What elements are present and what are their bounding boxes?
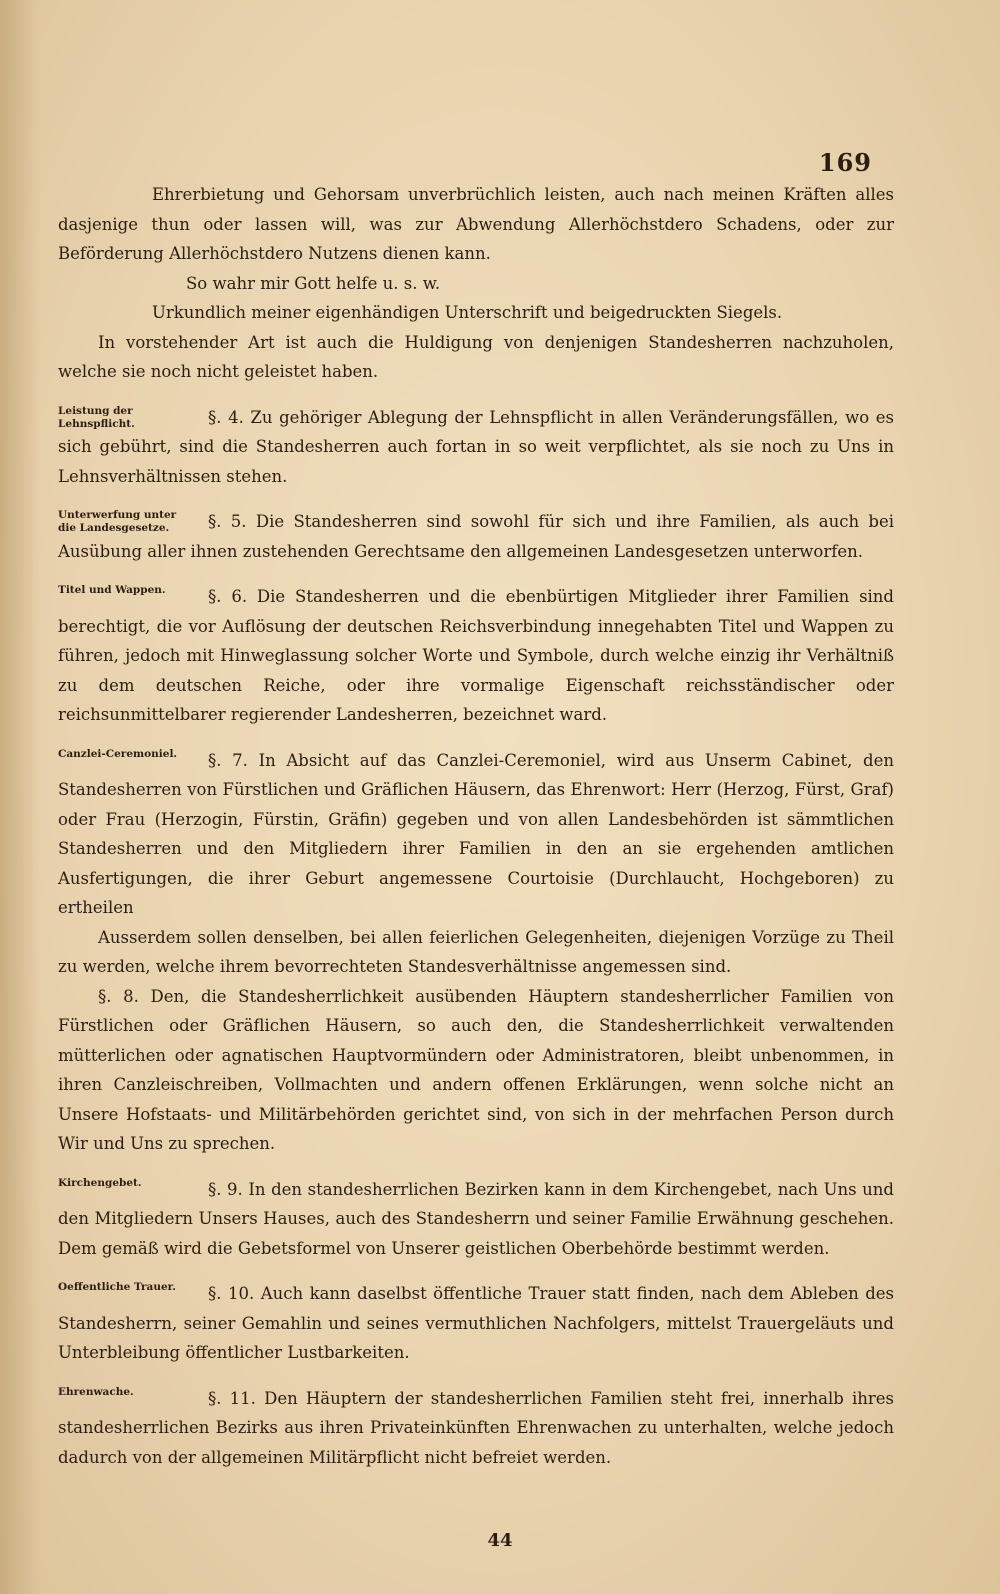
- margin-note-section-4: Leistung der Lehnspflicht.: [58, 404, 135, 430]
- page-body: [58, 180, 894, 1472]
- section-10-text: §. 10. Auch kann daselbst öffentliche Trauer statt finden, nach dem Ableben des Standesherrn, seiner Gemahlin und seines vermuthlichen Nachfolgers, mittelst Trauergeläuts und Unterbleibung öffentlicher Lustbarkeiten.: [58, 1284, 894, 1362]
- section-7-text: §. 7. In Absicht auf das Canzlei-Ceremoniel, wird aus Unserm Cabinet, den Standesherren von Fürstlichen und Gräflichen Häusern, das Ehrenwort: Herr (Herzog, Fürst, Graf) oder Frau (Herzogin, Fürstin, Gräfin) gegeben und von allen Landesbehörden ist sämmtlichen Standesherren und den Mitgliedern ihrer Familien in den an sie ergehenden amtlichen Ausfertigungen, die ihrer Geburt angemessene Courtoisie (Durchlaucht, Hochgeboren) zu ertheilen: [58, 750, 894, 917]
- section-4-text: §. 4. Zu gehöriger Ablegung der Lehnspflicht in allen Veränderungsfällen, wo es sich gebührt, sind die Standesherren auch fortan in so weit verpflichtet, als sie noch zu Uns in Lehnsverhältnissen stehen.: [58, 407, 894, 486]
- margin-note-section-9: Kirchengebet.: [58, 1176, 142, 1189]
- section-10: [58, 1279, 894, 1368]
- section-7-continuation: Ausserdem sollen denselben, bei allen feierlichen Gelegenheiten, diejenigen Vorzüge zu Theil zu werden, welche ihrem bevorrechteten Standesverhältnisse angemessen sind.: [58, 927, 894, 976]
- section-8-text: §. 8. Den, die Standesherrlichkeit ausübenden Häuptern standesherrlicher Familien von Fürstlichen oder Gräflichen Häusern, so auch den, die Standesherrlichkeit verwaltenden mütterlichen oder agnatischen Hauptvormündern oder Administratoren, bleibt unbenommen, in ihren Canzleischreiben, Vollmachten und andern offenen Erklärungen, wenn solche nicht an Unsere Hofstaats- und Militärbehörden gerichtet sind, von sich in der mehrfachen Person durch Wir und Uns zu sprechen.: [58, 986, 894, 1153]
- section-4: [58, 403, 894, 492]
- margin-note-section-11: Ehrenwache.: [58, 1385, 134, 1398]
- page-spine-shadow: [0, 0, 40, 1594]
- signature-mark: 44: [487, 1530, 513, 1551]
- oath-closing: So wahr mir Gott helfe u. s. w.: [186, 273, 441, 293]
- section-9-text: §. 9. In den standesherrlichen Bezirken kann in dem Kirchengebet, nach Uns und den Mitgliedern Unsers Hauses, auch des Standesherrn und seiner Familie Erwähnung geschehen. Dem gemäß wird die Gebetsformel von Unserer geistlichen Oberbehörde bestimmt werden.: [58, 1179, 894, 1258]
- page-number: 169: [818, 148, 872, 177]
- oath-paragraph: Ehrerbietung und Gehorsam unverbrüchlich leisten, auch nach meinen Kräften alles dasjenige thun oder lassen will, was zur Abwendung Allerhöchstdero Schadens, oder zur Beförderung Allerhöchstdero Nutzens dienen kann.: [58, 185, 894, 263]
- section-6: [58, 582, 894, 730]
- margin-note-section-10: Oeffentliche Trauer.: [58, 1281, 176, 1293]
- section-7: [58, 746, 894, 923]
- margin-note-section-7: Canzlei-Ceremoniel.: [58, 747, 178, 760]
- section-11: [58, 1384, 894, 1473]
- intro-paragraph: In vorstehender Art ist auch die Huldigung von denjenigen Standesherren nachzuholen, welche sie noch nicht geleistet haben.: [58, 332, 894, 381]
- section-5-text: §. 5. Die Standesherren sind sowohl für sich und ihre Familien, als auch bei Ausübung aller ihnen zustehenden Gerechtsame den allgemeinen Landesgesetzen unterworfen.: [58, 512, 894, 561]
- section-11-text: §. 11. Den Häuptern der standesherrlichen Familien steht frei, innerhalb ihres standesherrlichen Bezirks aus ihren Privateinkünften Ehrenwachen zu unterhalten, welche jedoch dadurch von der allgemeinen Militärpflicht nicht befreiet werden.: [58, 1388, 894, 1467]
- section-5: [58, 507, 894, 566]
- section-9: [58, 1175, 894, 1264]
- margin-note-section-5: Unterwerfung unter die Landesgesetze.: [58, 509, 177, 534]
- section-6-text: §. 6. Die Standesherren und die ebenbürtigen Mitglieder ihrer Familien sind berechtigt, die vor Auflösung der deutschen Reichsverbindung innegehabten Titel und Wappen zu führen, jedoch mit Hinweglassung solcher Worte und Symbole, durch welche einzig ihr Verhältniß zu dem deutschen Reiche, oder ihre vormalige Eigenschaft reichsständischer oder reichsunmittelbarer regierender Landesherren, bezeichnet ward.: [58, 587, 894, 724]
- margin-note-section-6: Titel und Wappen.: [58, 584, 166, 596]
- oath-signature-line: Urkundlich meiner eigenhändigen Unterschrift und beigedruckten Siegels.: [152, 303, 783, 322]
